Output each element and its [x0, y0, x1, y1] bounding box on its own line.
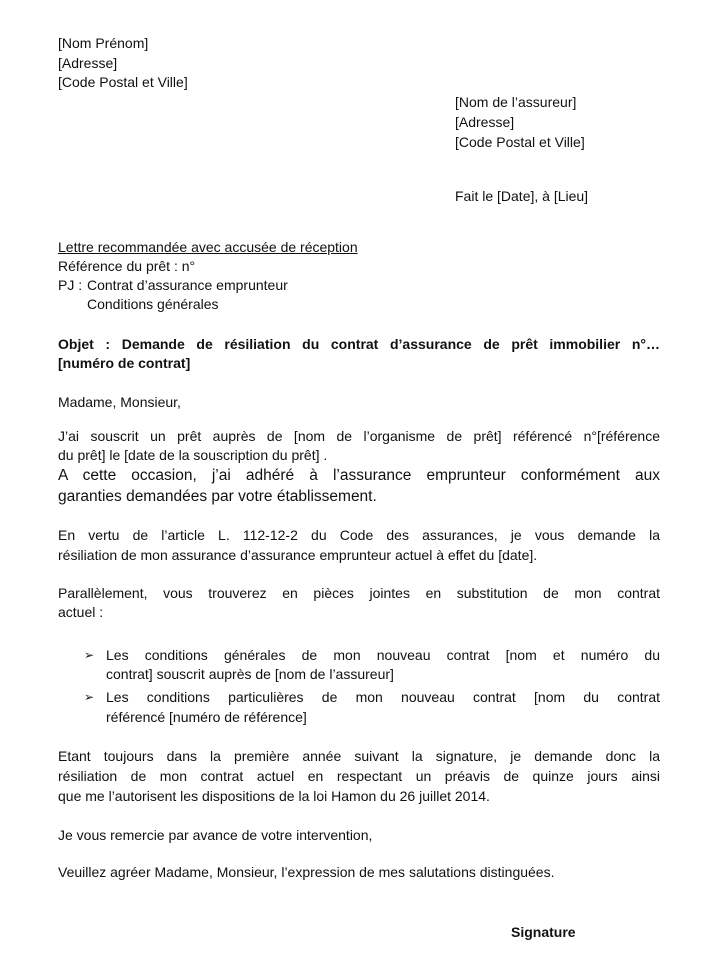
subject-line: Objet : Demande de résiliation du contrat d’assurance de prêt immobilier n°…	[58, 336, 660, 352]
sender-name: [Nom Prénom]	[58, 35, 149, 51]
date-place: Fait le [Date], à [Lieu]	[455, 188, 589, 204]
attachment-item: Conditions générales	[87, 296, 219, 312]
recipient-city: [Code Postal et Ville]	[455, 134, 585, 150]
sender-address: [Adresse]	[58, 55, 118, 71]
bullet-line: Les conditions générales de mon nouveau contrat [nom et numéro du	[106, 647, 660, 663]
bullet-line: référencé [numéro de référence]	[106, 709, 307, 725]
paragraph-line: garanties demandées par votre établissement.	[58, 488, 377, 505]
bullet-line: Les conditions particulières de mon nouveau contrat [nom du contrat	[106, 689, 660, 705]
thanks-line: Je vous remercie par avance de votre intervention,	[58, 827, 373, 843]
registered-mail: Lettre recommandée avec accusée de réception	[58, 239, 358, 255]
attachment-item: Contrat d’assurance emprunteur	[87, 277, 288, 293]
sender-city: [Code Postal et Ville]	[58, 74, 188, 90]
paragraph-line: résiliation de mon contrat actuel en respectant un préavis de quinze jours ainsi	[58, 768, 660, 784]
signature-label: Signature	[511, 924, 576, 940]
arrow-bullet-icon: ➢	[84, 648, 95, 662]
closing-line: Veuillez agréer Madame, Monsieur, l’expression de mes salutations distinguées.	[58, 864, 555, 880]
subject-line: [numéro de contrat]	[58, 355, 191, 371]
paragraph-line: que me l’autorisent les dispositions de la loi Hamon du 26 juillet 2014.	[58, 788, 490, 804]
bullet-line: contrat] souscrit auprès de [nom de l’assureur]	[106, 666, 394, 682]
paragraph-line: Parallèlement, vous trouverez en pièces jointes en substitution de mon contrat	[58, 585, 660, 601]
paragraph-line: résiliation de mon assurance d’assurance emprunteur actuel à effet du [date].	[58, 547, 538, 563]
paragraph-line: A cette occasion, j’ai adhéré à l’assurance emprunteur conformément aux	[58, 467, 660, 484]
attachments-label: PJ :	[58, 277, 83, 293]
paragraph-line: Etant toujours dans la première année suivant la signature, je demande donc la	[58, 748, 660, 764]
paragraph-line: J’ai souscrit un prêt auprès de [nom de l’organisme de prêt] référencé n°[référence	[58, 428, 660, 444]
paragraph-line: du prêt] le [date de la souscription du prêt] .	[58, 447, 328, 463]
loan-reference: Référence du prêt : n°	[58, 258, 196, 274]
salutation: Madame, Monsieur,	[58, 394, 181, 410]
recipient-name: [Nom de l’assureur]	[455, 94, 577, 110]
recipient-address: [Adresse]	[455, 114, 515, 130]
paragraph-line: En vertu de l’article L. 112-12-2 du Code des assurances, je vous demande la	[58, 527, 660, 543]
paragraph-line: actuel :	[58, 604, 104, 620]
arrow-bullet-icon: ➢	[84, 690, 95, 704]
